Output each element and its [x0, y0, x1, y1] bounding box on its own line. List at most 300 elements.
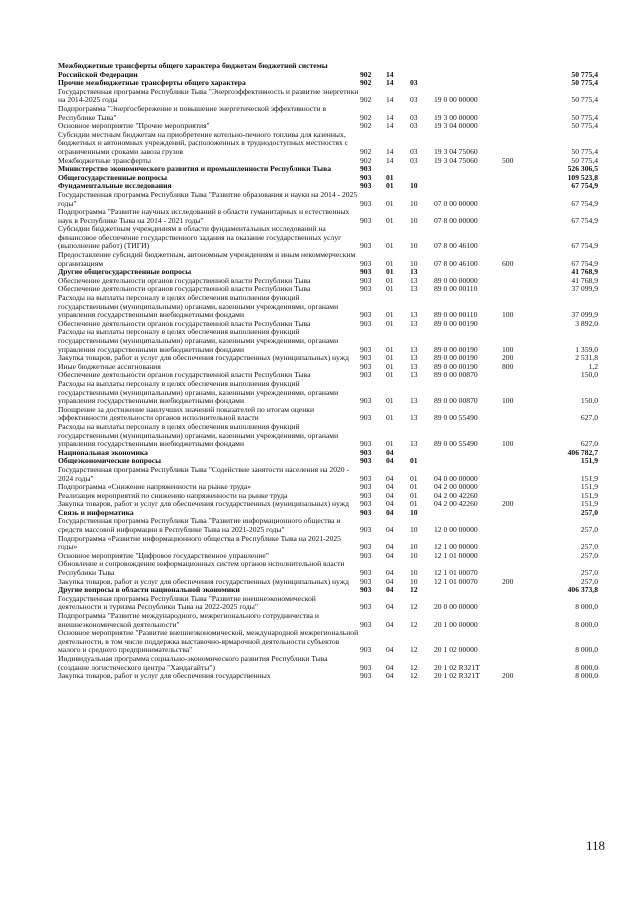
table-row [58, 612, 598, 629]
row-name: Обеспечение деятельности органов государственной власти Республики Тыва [58, 275, 311, 285]
row-ved-code: 903 [360, 361, 372, 371]
row-name: Подпрограмма «Развитие информационного общества в Республике Тыва на 2021-2025 годы» [58, 533, 341, 552]
row-subsection-code: 10 [410, 507, 418, 517]
row-expense-type-code [502, 182, 530, 191]
row-subsection-code: 10 [410, 258, 418, 268]
row-expense-type-code [502, 483, 530, 492]
row-target-code: 89 0 00 55490 [434, 413, 478, 423]
row-section-code: 01 [386, 310, 394, 320]
row-amount: 67 754,9 [571, 181, 598, 191]
table-row [58, 629, 598, 655]
row-name: Подпрограмма "Развитие научных исследований в области гуманитарных и естественных наук в Республике Тыва на 2014 - 2021 годы" [58, 207, 350, 225]
row-expense-type-code: 100 [502, 396, 514, 406]
row-subsection-code: 10 [410, 241, 418, 251]
row-expense-type-code [502, 517, 530, 534]
row-target-code: 12 1 01 00000 [434, 550, 478, 560]
row-target-code: 89 0 00 00190 [434, 344, 478, 354]
row-target-code: 89 0 00 00870 [434, 396, 478, 406]
row-subsection-code: 01 [410, 456, 418, 466]
row-expense-type-code [502, 655, 530, 672]
row-name: Закупка товаров, работ и услуг для обеспечения государственных [58, 671, 271, 681]
row-expense-type-code [502, 174, 530, 183]
table-row [58, 655, 598, 672]
row-amount: 8 000,0 [575, 619, 598, 629]
row-section-code: 04 [386, 456, 394, 466]
row-amount: 37 099,9 [571, 310, 598, 320]
row-section-code: 04 [386, 490, 394, 500]
row-amount: 8 000,0 [575, 645, 598, 655]
row-name: Закупка товаров, работ и услуг для обеспечения государственных (муниципальных) нужд [58, 576, 349, 586]
row-target-code [434, 449, 502, 458]
row-subsection-code: 12 [410, 671, 418, 681]
row-subsection-code: 13 [410, 396, 418, 406]
table-row [58, 251, 598, 268]
row-expense-type-code [502, 560, 530, 577]
row-section-code: 04 [386, 568, 394, 578]
row-expense-type-code [502, 208, 530, 225]
row-target-code [434, 79, 502, 88]
row-amount: 257,0 [580, 507, 598, 517]
row-amount: 37 099,9 [571, 284, 598, 294]
row-section-code: 14 [386, 69, 394, 79]
row-section-code: 04 [386, 447, 394, 457]
row-name: Расходы на выплаты персоналу в целях обеспечения выполнения функций государственными (муниципальными) органами, казенными учреждениями, органами управления государственными внебюджетными фондами [58, 327, 339, 354]
row-section-code: 01 [386, 275, 394, 285]
row-expense-type-code: 200 [502, 353, 514, 363]
row-name: Общегосударственные вопросы [58, 172, 168, 182]
row-target-code: 04 2 00 42260 [434, 499, 478, 509]
row-section-code: 01 [386, 181, 394, 191]
row-section-code: 04 [386, 576, 394, 586]
row-subsection-code: 13 [410, 413, 418, 423]
row-ved-code: 903 [360, 525, 372, 535]
row-expense-type-code [502, 122, 530, 131]
row-name: Предоставление субсидий бюджетным, автономным учреждениям и иным некоммерческим организациям [58, 250, 356, 268]
row-subsection-code: 01 [410, 499, 418, 509]
row-amount: 150,0 [580, 370, 598, 380]
row-expense-type-code [502, 320, 530, 329]
row-name: Государственная программа Республики Тыва "Развитие информационного общества и средств массовой информации в Республике Тыва на 2021-2025 годы" [58, 516, 341, 535]
row-target-code: 89 0 00 00190 [434, 361, 478, 371]
row-expense-type-code [502, 629, 530, 655]
row-subsection-code: 03 [410, 146, 418, 156]
row-target-code: 12 1 00 00000 [434, 542, 478, 552]
row-amount: 41 768,9 [571, 267, 598, 277]
row-expense-type-code [502, 225, 530, 251]
row-expense-type-code [502, 277, 530, 286]
row-subsection-code: 13 [410, 310, 418, 320]
row-name: Индивидуальная программа социально-экономического развития Республики Тыва (создание логистического центра "Хандагайты") [58, 653, 328, 672]
row-subsection-code [410, 62, 434, 79]
row-ved-code: 903 [360, 353, 372, 363]
table-row [58, 500, 598, 509]
row-name: Расходы на выплаты персоналу в целях обеспечения выполнения функций государственными (муниципальными) органами, казенными учреждениями, органами управления государственными внебюджетными фондами [58, 378, 339, 406]
row-target-code: 04 0 00 00000 [434, 473, 478, 483]
row-ved-code: 903 [360, 576, 372, 586]
row-expense-type-code [502, 449, 530, 458]
row-section-code: 01 [386, 215, 394, 225]
budget-table-body [58, 62, 598, 681]
row-expense-type-code: 100 [502, 439, 514, 449]
row-section-code: 01 [386, 353, 394, 363]
row-name: Подпрограмма "Энергосбережение и повышение энергетической эффективности в Республике Тыва" [58, 103, 327, 122]
row-section-code: 14 [386, 112, 394, 122]
row-target-code: 07 8 00 46100 [434, 258, 478, 268]
row-target-code: 12 0 00 00000 [434, 525, 478, 535]
row-name: Государственная программа Республики Тыва "Энергоэффективность и развитие энергетики на 2014-2025 годы [58, 86, 359, 105]
row-name: Фундаментальные исследования [58, 181, 172, 191]
row-ved-code: 903 [360, 275, 372, 285]
row-expense-type-code [502, 105, 530, 122]
table-row [58, 406, 598, 423]
row-ved-code: 903 [360, 507, 372, 517]
row-section-code: 14 [386, 121, 394, 131]
row-subsection-code: 03 [410, 78, 418, 88]
row-amount: 50 775,4 [571, 78, 598, 88]
row-subsection-code: 13 [410, 318, 418, 328]
row-expense-type-code [502, 191, 530, 208]
row-amount: 8 000,0 [575, 602, 598, 612]
row-subsection-code: 13 [410, 284, 418, 294]
row-expense-type-code [502, 612, 530, 629]
table-row [58, 105, 598, 122]
row-expense-type-code: 200 [502, 671, 514, 681]
row-section-code: 04 [386, 602, 394, 612]
row-subsection-code: 10 [410, 215, 418, 225]
row-name: Поощрение за достижение наилучших значений показателей по итогам оценки эффективности деятельности органов исполнительной власти [58, 404, 315, 423]
budget-table [58, 62, 598, 681]
row-name: Межбюджетные трансферты общего характера бюджетам бюджетной системы Российской Федерации [58, 61, 328, 79]
table-row [58, 208, 598, 225]
row-subsection-code: 10 [410, 576, 418, 586]
row-target-code [434, 165, 502, 174]
row-amount: 8 000,0 [575, 662, 598, 672]
row-subsection-code: 12 [410, 619, 418, 629]
row-amount: 151,9 [580, 456, 598, 466]
row-name: Государственная программа Республики Тыва "Развитие образования и науки на 2014 - 2025 годы" [58, 189, 358, 208]
row-section-code: 01 [386, 258, 394, 268]
row-ved-code: 903 [360, 258, 372, 268]
row-name: Подпрограмма "Развитие международного, межрегионального сотрудничества и внешнеэкономической деятельности" [58, 611, 319, 629]
table-row [58, 191, 598, 208]
row-target-code: 07 0 00 00000 [434, 198, 478, 208]
row-target-code: 89 0 00 00110 [434, 310, 478, 320]
row-amount: 151,9 [580, 482, 598, 492]
row-target-code: 19 3 00 00000 [434, 112, 478, 122]
row-amount: 50 775,4 [571, 112, 598, 122]
row-ved-code: 902 [360, 146, 372, 156]
row-section-code: 01 [386, 172, 394, 182]
row-subsection-code [410, 165, 434, 174]
row-ved-code: 903 [360, 284, 372, 294]
row-name: Обеспечение деятельности органов государственной власти Республики Тыва [58, 318, 311, 328]
row-target-code: 20 1 00 00000 [434, 619, 478, 629]
row-subsection-code: 01 [410, 482, 418, 492]
row-expense-type-code [502, 165, 530, 174]
row-subsection-code: 13 [410, 439, 418, 449]
row-ved-code: 902 [360, 121, 372, 131]
row-section-code: 01 [386, 318, 394, 328]
row-ved-code: 903 [360, 456, 372, 466]
row-amount: 257,0 [580, 550, 598, 560]
row-expense-type-code: 800 [502, 361, 514, 371]
row-section-code: 04 [386, 671, 394, 681]
row-section-code: 14 [386, 95, 394, 105]
row-ved-code: 903 [360, 602, 372, 612]
row-subsection-code: 03 [410, 155, 418, 165]
row-amount: 151,9 [580, 499, 598, 509]
row-expense-type-code [502, 406, 530, 423]
row-name: Связь и информатика [58, 507, 134, 517]
row-amount: 257,0 [580, 568, 598, 578]
row-amount: 257,0 [580, 525, 598, 535]
row-expense-type-code [502, 595, 530, 612]
row-section-code: 01 [386, 413, 394, 423]
row-subsection-code: 03 [410, 112, 418, 122]
row-amount: 50 775,4 [571, 95, 598, 105]
row-target-code [434, 62, 502, 79]
row-target-code: 12 1 01 00070 [434, 568, 478, 578]
row-name: Иные бюджетные ассигнования [58, 361, 161, 371]
row-target-code: 89 0 00 55490 [434, 439, 478, 449]
row-section-code: 04 [386, 473, 394, 483]
row-target-code: 89 0 00 00190 [434, 318, 478, 328]
row-amount: 151,9 [580, 490, 598, 500]
row-target-code: 20 0 00 00000 [434, 602, 478, 612]
row-ved-code: 903 [360, 447, 372, 457]
row-amount: 50 775,4 [571, 155, 598, 165]
row-name: Субсидии местным бюджетам на приобретение котельно-печного топлива для казенных, бюджетных и автономных учреждений, расположенных в труднодоступных местностях с ограниченными сроками завоза грузов [58, 129, 349, 156]
row-ved-code: 903 [360, 318, 372, 328]
row-subsection-code: 13 [410, 361, 418, 371]
row-target-code: 19 3 04 00000 [434, 121, 478, 131]
row-section-code: 04 [386, 525, 394, 535]
row-target-code: 19 0 00 00000 [434, 95, 478, 105]
row-ved-code: 903 [360, 585, 372, 595]
row-section-code: 04 [386, 542, 394, 552]
row-target-code: 19 3 04 75060 [434, 155, 478, 165]
row-expense-type-code [502, 62, 530, 79]
row-expense-type-code [502, 586, 530, 595]
row-section-code: 04 [386, 619, 394, 629]
row-ved-code: 903 [360, 198, 372, 208]
row-subsection-code: 12 [410, 602, 418, 612]
row-subsection-code: 13 [410, 267, 418, 277]
row-subsection-code: 10 [410, 181, 418, 191]
row-ved-code: 903 [360, 370, 372, 380]
table-row [58, 294, 598, 320]
row-expense-type-code [502, 552, 530, 561]
row-ved-code: 903 [360, 413, 372, 423]
row-expense-type-code: 200 [502, 576, 514, 586]
row-expense-type-code [502, 509, 530, 518]
row-target-code: 89 0 00 00870 [434, 370, 478, 380]
row-target-code: 04 2 00 42260 [434, 490, 478, 500]
row-subsection-code: 12 [410, 662, 418, 672]
row-amount: 50 775,4 [571, 146, 598, 156]
row-ved-code: 903 [360, 490, 372, 500]
row-target-code: 20 1 02 R321T [434, 662, 480, 672]
row-section-code: 01 [386, 241, 394, 251]
row-ved-code: 903 [360, 542, 372, 552]
row-expense-type-code [502, 285, 530, 294]
row-name: Основное мероприятие "Прочие мероприятия" [58, 121, 210, 131]
row-amount: 627,0 [580, 413, 598, 423]
row-section-code: 04 [386, 585, 394, 595]
row-subsection-code: 12 [410, 645, 418, 655]
table-row [58, 560, 598, 577]
table-row [58, 595, 598, 612]
row-expense-type-code: 600 [502, 258, 514, 268]
row-amount: 2 531,8 [575, 353, 598, 363]
row-name: Обеспечение деятельности органов государственной власти Республики Тыва [58, 284, 311, 294]
row-amount: 67 754,9 [571, 241, 598, 251]
row-section-code: 01 [386, 267, 394, 277]
row-subsection-code: 10 [410, 198, 418, 208]
row-ved-code: 903 [360, 473, 372, 483]
row-ved-code: 903 [360, 671, 372, 681]
table-row [58, 62, 598, 79]
row-ved-code: 903 [360, 164, 372, 174]
row-ved-code: 903 [360, 267, 372, 277]
row-subsection-code: 13 [410, 353, 418, 363]
row-subsection-code: 13 [410, 275, 418, 285]
row-ved-code: 903 [360, 215, 372, 225]
row-ved-code: 902 [360, 95, 372, 105]
row-name: Расходы на выплаты персоналу в целях обеспечения выполнения функций государственными (муниципальными) органами, казенными учреждениями, органами управления государственными внебюджетными фондами [58, 293, 339, 320]
row-subsection-code: 12 [410, 585, 418, 595]
row-ved-code: 903 [360, 344, 372, 354]
row-target-code: 89 0 00 00110 [434, 284, 478, 294]
row-name: Субсидии бюджетным учреждениям в области фундаментальных исследований на финансовое обеспечение государственного задания на оказание государственных услуг (выполнение работ) (ТИГИ) [58, 224, 342, 251]
row-section-code: 04 [386, 550, 394, 560]
row-section-code: 04 [386, 662, 394, 672]
row-target-code: 20 1 02 00000 [434, 645, 478, 655]
table-row [58, 88, 598, 105]
row-ved-code: 902 [360, 78, 372, 88]
row-name: Межбюджетные трансферты [58, 155, 151, 165]
row-name: Другие общегосударственные вопросы [58, 267, 192, 277]
row-ved-code: 903 [360, 181, 372, 191]
row-target-code [434, 509, 502, 518]
row-amount: 627,0 [580, 439, 598, 449]
table-row [58, 131, 598, 157]
row-section-code: 01 [386, 370, 394, 380]
row-amount: 1,2 [588, 361, 598, 371]
row-ved-code: 903 [360, 439, 372, 449]
row-subsection-code: 10 [410, 525, 418, 535]
row-ved-code: 903 [360, 396, 372, 406]
row-section-code: 04 [386, 499, 394, 509]
row-name: Подпрограмма «Снижение напряженности на рынке труда» [58, 482, 252, 492]
row-ved-code: 903 [360, 662, 372, 672]
row-subsection-code: 10 [410, 550, 418, 560]
row-amount: 257,0 [580, 542, 598, 552]
row-amount: 151,9 [580, 473, 598, 483]
row-target-code: 89 0 00 00000 [434, 275, 478, 285]
row-amount: 526 306,5 [567, 164, 598, 174]
row-amount: 406 373,8 [567, 585, 598, 595]
row-name: Обеспечение деятельности органов государственной власти Республики Тыва [58, 370, 311, 380]
table-row [58, 535, 598, 552]
row-target-code [434, 174, 502, 183]
row-expense-type-code: 100 [502, 344, 514, 354]
row-amount: 406 782,7 [567, 447, 598, 457]
row-name: Национальная экономика [58, 447, 148, 457]
row-name: Прочие межбюджетные трансферты общего характера [58, 78, 246, 88]
table-row [58, 225, 598, 251]
row-section-code: 01 [386, 198, 394, 208]
row-section-code: 04 [386, 507, 394, 517]
row-section-code: 01 [386, 361, 394, 371]
row-expense-type-code [502, 79, 530, 88]
row-section-code: 14 [386, 78, 394, 88]
row-target-code: 19 3 04 75060 [434, 146, 478, 156]
table-row [58, 380, 598, 406]
row-expense-type-code [502, 457, 530, 466]
row-name: Закупка товаров, работ и услуг для обеспечения государственных (муниципальных) нужд [58, 499, 349, 509]
row-section-code: 01 [386, 396, 394, 406]
row-ved-code: 903 [360, 550, 372, 560]
row-expense-type-code [502, 268, 530, 277]
row-ved-code: 903 [360, 619, 372, 629]
row-amount: 1 359,0 [575, 344, 598, 354]
table-row [58, 328, 598, 354]
row-subsection-code: 13 [410, 370, 418, 380]
row-target-code: 89 0 00 00190 [434, 353, 478, 363]
row-ved-code: 903 [360, 482, 372, 492]
row-target-code [434, 182, 502, 191]
page-number: 118 [585, 838, 605, 853]
row-name: Государственная программа Республики Тыва "Содействие занятости населения на 2020 - 2024 годы" [58, 464, 350, 483]
row-amount: 67 754,9 [571, 198, 598, 208]
row-target-code [434, 457, 502, 466]
row-expense-type-code [502, 466, 530, 483]
row-amount: 150,0 [580, 396, 598, 406]
row-section-code: 01 [386, 439, 394, 449]
row-amount: 41 768,9 [571, 275, 598, 285]
row-expense-type-code: 500 [502, 155, 514, 165]
row-target-code: 20 1 02 R321T [434, 671, 480, 681]
row-subsection-code: 13 [410, 344, 418, 354]
row-ved-code: 902 [360, 69, 372, 79]
row-target-code: 12 1 01 00070 [434, 576, 478, 586]
row-amount: 3 892,0 [575, 318, 598, 328]
row-target-code [434, 586, 502, 595]
row-amount: 50 775,4 [571, 121, 598, 131]
row-section-code: 14 [386, 146, 394, 156]
row-name: Основное мероприятие "Развитие внешнеэкономической, международной межрегиональной деятельности, в том числе поддержка выставочно-ярмарочной деятельности субъектов малого и среднего предпринимательства" [58, 628, 359, 655]
row-section-code: 01 [386, 284, 394, 294]
table-row [58, 517, 598, 534]
row-name: Закупка товаров, работ и услуг для обеспечения государственных (муниципальных) нужд [58, 353, 349, 363]
row-ved-code: 903 [360, 310, 372, 320]
table-row [58, 672, 598, 681]
row-amount: 109 523,8 [567, 172, 598, 182]
row-target-code: 07 8 00 46100 [434, 241, 478, 251]
row-section-code: 04 [386, 482, 394, 492]
row-expense-type-code [502, 88, 530, 105]
row-expense-type-code: 100 [502, 310, 514, 320]
row-subsection-code: 03 [410, 95, 418, 105]
row-name: Общеэкономические вопросы [58, 456, 162, 466]
row-amount: 8 000,0 [575, 671, 598, 681]
row-target-code: 07 8 00 00000 [434, 215, 478, 225]
row-amount: 257,0 [580, 576, 598, 586]
row-ved-code: 903 [360, 172, 372, 182]
row-amount: 67 754,9 [571, 258, 598, 268]
row-ved-code: 902 [360, 112, 372, 122]
